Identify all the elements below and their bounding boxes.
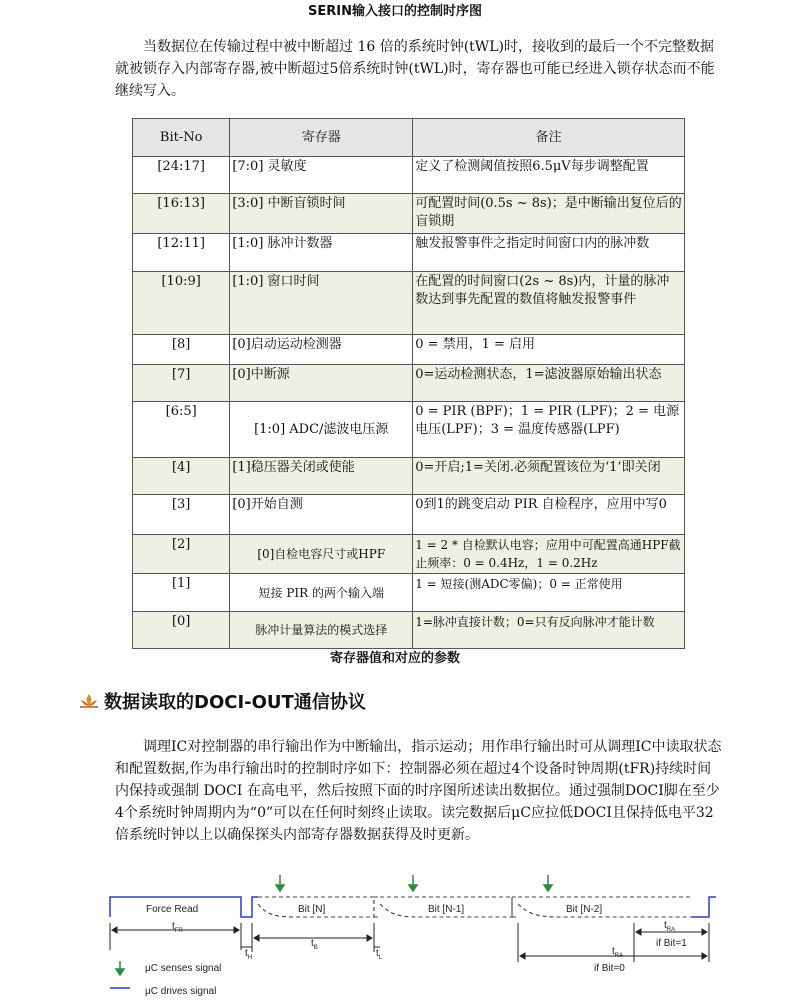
table-row <box>133 612 685 649</box>
legend-sense-arrow-icon <box>116 961 124 975</box>
header-register: 寄存器 <box>230 119 413 157</box>
intro-paragraph <box>115 36 723 102</box>
lotus-bullet-icon <box>78 692 100 710</box>
tb-label: $t_B$ <box>311 938 318 951</box>
register-cell: [0]开始自测 <box>230 495 413 535</box>
sense-arrows <box>276 875 552 891</box>
table-row <box>133 335 685 365</box>
header-bit-no: Bit-No <box>133 119 230 157</box>
bit-cell: [8] <box>133 335 230 365</box>
register-cell: [1]稳压器关闭或使能 <box>230 458 413 495</box>
bit-cell: [10:9] <box>133 272 230 335</box>
bit-cell: [1] <box>133 574 230 612</box>
register-cell: [1:0] ADC/滤波电压源 <box>230 402 413 458</box>
note-cell: 1 = 2 * 自检默认电容；应用中可配置高通HPF截止频率：0 = 0.4Hz，1 = 0.2Hz <box>413 535 685 574</box>
bit-cell: [16:13] <box>133 194 230 234</box>
th-label: $t_H$ <box>245 948 253 961</box>
note-cell: 0=开启;1=关闭.必须配置该位为‘1’即关闭 <box>413 458 685 495</box>
protocol-text: 调理IC对控制器的串行输出作为中断输出，指示运动；用作串行输出时可从调理IC中读取状态和配置数据,作为串行输出时的控制时序如下：控制器必须在超过4个设备时钟周期(tFR)持续时间内保持或强制 DOCI 在高电平，然后按照下面的时序图所述读出数据位。通过强制DOCI脚在至少4个系统时钟周期内为“0”可以在任何时刻终止读取。读完数据后μC应拉低DOCI且保持低电平32倍系统时钟以上以确保探头内部寄存器数据获得及时更新。 <box>115 739 722 843</box>
note-cell: 0 = PIR (BPF)；1 = PIR (LPF)；2 = 电源电压(LPF)；3 = 温度传感器(LPF) <box>413 402 685 458</box>
bit-cell: [0] <box>133 612 230 649</box>
register-cell: [1:0] 窗口时间 <box>230 272 413 335</box>
bit-cell: [2] <box>133 535 230 574</box>
note-cell: 触发报警事件之指定时间窗口内的脉冲数 <box>413 234 685 272</box>
bit-n1-label: Bit [N-1] <box>428 904 465 915</box>
register-cell: [0]中断源 <box>230 365 413 402</box>
timing-figure-caption: SERIN输入接口的控制时序图 <box>308 4 482 19</box>
note-cell: 1 = 短接(测ADC零偏)；0 = 正常使用 <box>413 574 685 612</box>
register-cell: [7:0] 灵敏度 <box>230 157 413 194</box>
register-table <box>132 118 685 649</box>
table-row <box>133 535 685 574</box>
register-cell: [3:0] 中断盲锁时间 <box>230 194 413 234</box>
note-cell: 0 = 禁用，1 = 启用 <box>413 335 685 365</box>
note-cell: 定义了检测阈值按照6.5μV每步调整配置 <box>413 157 685 194</box>
note-cell: 0到1的跳变启动 PIR 自检程序，应用中写0 <box>413 495 685 535</box>
protocol-paragraph <box>115 736 723 846</box>
bit-cell: [3] <box>133 495 230 535</box>
drive-signal-end <box>692 897 716 917</box>
force-read-label: Force Read <box>146 904 199 915</box>
tfr-label: $t_{FR}$ <box>172 921 183 934</box>
register-cell: [0]自检电容尺寸或HPF <box>230 535 413 574</box>
section-heading <box>78 688 366 714</box>
tra-bit1-condition: if Bit=1 <box>656 938 687 949</box>
table-row <box>133 458 685 495</box>
tra-bit0-condition: if Bit=0 <box>594 963 625 974</box>
note-cell: 1=脉冲直接计数；0=只有反向脉冲才能计数 <box>413 612 685 649</box>
bit-cell: [6:5] <box>133 402 230 458</box>
table-row <box>133 234 685 272</box>
legend-sense-label: μC senses signal <box>145 963 222 974</box>
table-row <box>133 574 685 612</box>
bit-cell: [12:11] <box>133 234 230 272</box>
bit-cell: [24:17] <box>133 157 230 194</box>
table-header-row <box>133 119 685 157</box>
register-cell: 短接 PIR 的两个输入端 <box>230 574 413 612</box>
tra-bit1-label: $t_{RA}$ <box>664 920 676 933</box>
bit-cell: [4] <box>133 458 230 495</box>
table-row <box>133 194 685 234</box>
note-cell: 可配置时间(0.5s ~ 8s)；是中断输出复位后的盲锁期 <box>413 194 685 234</box>
table-row <box>133 272 685 335</box>
note-cell: 在配置的时间窗口(2s ~ 8s)内，计量的脉冲数达到事先配置的数值将触发报警事件 <box>413 272 685 335</box>
register-cell: [1:0] 脉冲计数器 <box>230 234 413 272</box>
table-row <box>133 157 685 194</box>
doci-timing-diagram <box>98 870 728 998</box>
intro-text: 当数据位在传输过程中被中断超过 16 倍的系统时钟(tWL)时，接收到的最后一个不完整数据就被锁存入内部寄存器,被中断超过5倍系统时钟(tWL)时，寄存器也可能已经进入锁存状态而不能继续写入。 <box>115 39 715 99</box>
bit-n2-label: Bit [N-2] <box>566 904 603 915</box>
header-note: 备注 <box>413 119 685 157</box>
register-cell: 脉冲计量算法的模式选择 <box>230 612 413 649</box>
tl-label: $t_L$ <box>376 948 383 961</box>
register-cell: [0]启动运动检测器 <box>230 335 413 365</box>
legend-drive-label: μC drives signal <box>145 986 217 997</box>
note-cell: 0=运动检测状态，1=滤波器原始输出状态 <box>413 365 685 402</box>
bit-cell: [7] <box>133 365 230 402</box>
section-title: 数据读取的DOCI-OUT通信协议 <box>104 692 366 713</box>
table-row <box>133 365 685 402</box>
table-row <box>133 495 685 535</box>
table-caption: 寄存器值和对应的参数 <box>329 651 460 666</box>
bit-n-label: Bit [N] <box>298 904 326 915</box>
table-row <box>133 402 685 458</box>
tra-bit0-label: $t_{RA}$ <box>612 946 624 959</box>
